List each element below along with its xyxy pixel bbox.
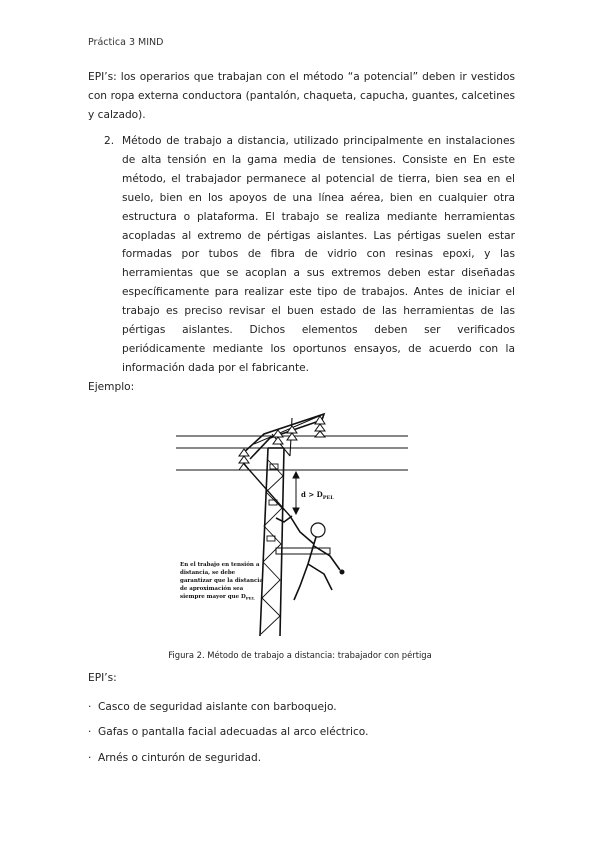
- svg-text:garantizar que la distancia: garantizar que la distancia: [180, 578, 263, 584]
- example-label: Ejemplo:: [88, 381, 135, 393]
- distance-label: $d > D_{PEL}$: [301, 490, 334, 501]
- bullet-icon: ·: [88, 726, 92, 738]
- figure-note: [180, 561, 263, 601]
- page-header: Práctica 3 MIND: [88, 37, 164, 48]
- intro-paragraph: EPI’s: los operarios que trabajan con el método “a potencial” deben ir vestidos con ropa externa conductora (pantalón, chaqueta, capucha, guantes, calcetines y calzado).: [88, 71, 515, 121]
- svg-text:de aproximación sea: de aproximación sea: [180, 586, 244, 592]
- list-number: 2.: [104, 135, 115, 147]
- epis-title: EPI’s:: [88, 672, 117, 684]
- list-item: · Gafas o pantalla facial adecuadas al arco eléctrico.: [88, 726, 369, 738]
- bullet-icon: ·: [88, 752, 92, 764]
- figure-caption: Figura 2. Método de trabajo a distancia: trabajador con pértiga: [168, 650, 432, 660]
- svg-text:distancia, se debe: distancia, se debe: [180, 570, 236, 576]
- svg-text:siempre mayor que DPEL: siempre mayor que $D_{PEL}$: [180, 594, 255, 601]
- list-item: · Arnés o cinturón de seguridad.: [88, 752, 262, 764]
- svg-text:En el trabajo en tensión a: En el trabajo en tensión a: [180, 562, 260, 568]
- bullet-icon: ·: [88, 701, 92, 713]
- method-description: Método de trabajo a distancia, utilizado principalmente en instalaciones de alta tensión en la gama media de tensiones. Consiste en En este método, el trabajador permanece al potencial de tierra, bien sea en el suelo, bien en los apoyos de una línea aérea, bien en cualquier otra estructura o plataforma. El trabajo se realiza mediante herramientas acopladas al extremo de pértigas aislantes. Las pértigas suelen estar formadas por tubos de fibra de vidrio con resinas epoxi, y las herramientas que se acoplan a sus extremos deben estar diseñadas específicamente para realizar este tipo de trabajos. Antes de iniciar el trabajo es preciso revisar el buen estado de las herramientas de las pértigas aislantes. Dichos elementos deben ser verificados periódicamente mediante los oportunos ensayos, de acuerdo con la información dada por el fabricante.: [122, 135, 515, 374]
- power-line-figure: [172, 404, 412, 636]
- list-item: · Casco de seguridad aislante con barboquejo.: [88, 701, 337, 713]
